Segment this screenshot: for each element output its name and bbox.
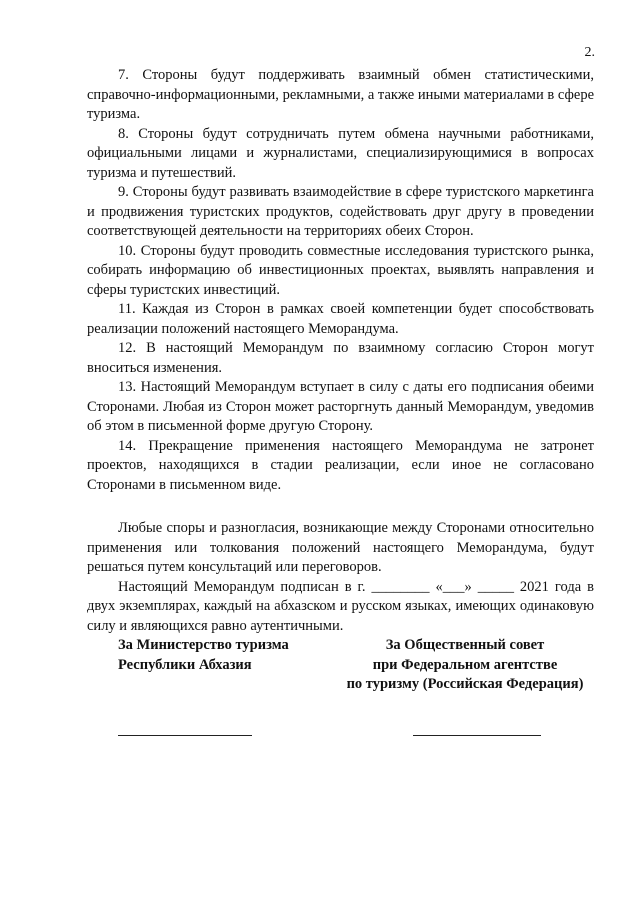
signature-line-right [413,735,541,736]
clause-9: 9. Стороны будут развивать взаимодействие в сфере туристского маркетинга и продвижения туристских продуктов, содействовать друг другу в проведении соответствующей деятельности на территориях обеих Сторон. [87,184,594,239]
clause-10: 10. Стороны будут проводить совместные исследования туристского рынка, собирать информацию об инвестиционных проектах, выявлять направления и сферы туристских инвестиций. [87,242,594,298]
signatory-right-line-2: при Федеральном агентстве [372,656,558,673]
signatory-right [335,636,595,695]
disputes-paragraph: Любые споры и разногласия, возникающие между Сторонами относительно применения или толкования положений настоящего Меморандума, будут решаться путем консультаций или переговоров. [87,520,594,575]
signatory-left-line-2: Республики Абхазия [118,656,252,673]
clause-11: 11. Каждая из Сторон в рамках своей компетенции будет способствовать реализации положений настоящего Меморандума. [87,301,594,337]
signatory-left [118,636,289,675]
signatory-left-line-1: За Министерство туризма [118,637,289,653]
signature-line-left [118,735,252,736]
signing-paragraph: Настоящий Меморандум подписан в г. ________ «___» _____ 2021 года в двух экземплярах, каждый на абхазском и русском языках, имеющих одинаковую силу и являющихся равно аутентичными. [87,578,594,634]
signatory-right-line-3: по туризму (Российская Федерация) [346,676,584,692]
clause-14: 14. Прекращение применения настоящего Меморандума не затронет проектов, находящихся в стадии реализации, если иное не согласовано Сторонами в письменном виде. [87,437,594,493]
clause-13: 13. Настоящий Меморандум вступает в силу с даты его подписания обеими Сторонами. Любая из Сторон может расторгнуть данный Меморандум, уведомив об этом в письменной форме другую Сторону. [87,379,594,434]
signatory-right-line-1: За Общественный совет [385,637,545,653]
closing-section [87,519,594,636]
clause-12: 12. В настоящий Меморандум по взаимному согласию Сторон могут вноситься изменения. [87,340,594,376]
memorandum-body [87,66,594,636]
page-number: 2. [584,45,595,60]
clause-8: 8. Стороны будут сотрудничать путем обмена научными работниками, официальными лицами и журналистами, специализирующимися в вопросах туризма и путешествий. [87,125,594,181]
clause-7: 7. Стороны будут поддерживать взаимный обмен статистическими, справочно-информационными, рекламными, а также иными материалами в сфере туризма. [87,67,594,122]
